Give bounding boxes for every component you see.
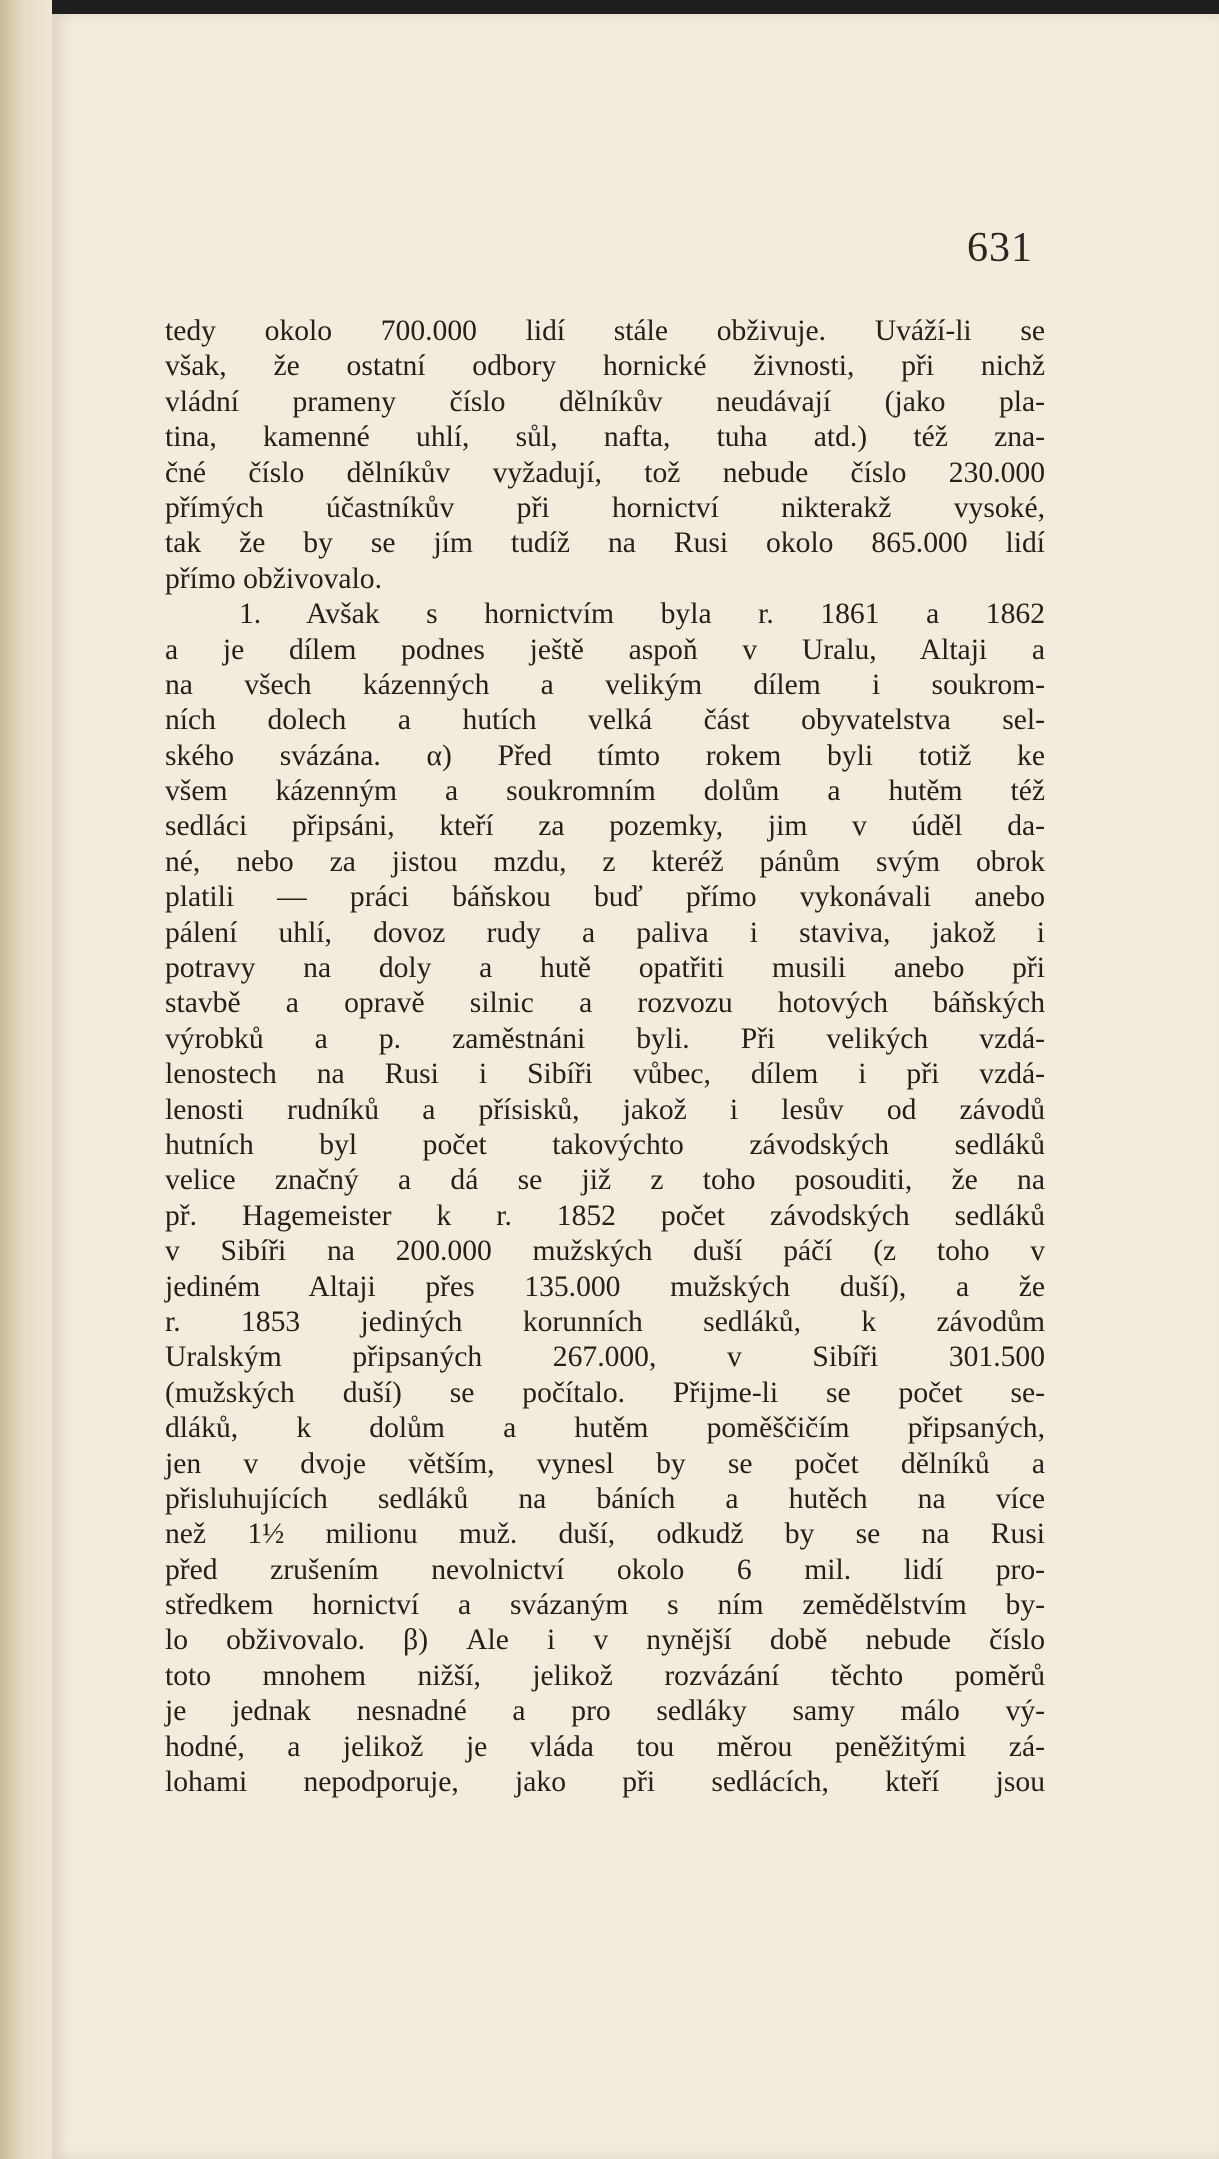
book-page <box>52 14 1219 2159</box>
text-line: lohami nepodporuje, jako při sedlácích, kteří jsou <box>165 1766 1045 1799</box>
text-line: pálení uhlí, dovoz rudy a paliva i staviva, jakož i <box>165 916 1045 949</box>
text-line: př. Hagemeister k r. 1852 počet závodských sedláků <box>165 1199 1045 1232</box>
text-line: přímo obživovalo. <box>165 562 382 595</box>
text-line: hutních byl počet takovýchto závodských sedláků <box>165 1128 1045 1161</box>
text-line: velice značný a dá se již z toho posouditi, že na <box>165 1164 1045 1197</box>
text-line: středkem hornictví a svázaným s ním zemědělstvím by- <box>165 1589 1045 1622</box>
page-number: 631 <box>967 225 1033 271</box>
text-line: na všech kázenných a velikým dílem i soukrom- <box>165 668 1045 701</box>
text-line: však, že ostatní odbory hornické živnosti, při nichž <box>165 350 1045 383</box>
text-line: ského svázána. α) Před tímto rokem byli totiž ke <box>165 739 1045 772</box>
text-line: výrobků a p. zaměstnáni byli. Při velikých vzdá- <box>165 1022 1045 1055</box>
text-line: lo obživovalo. β) Ale i v nynější době nebude číslo <box>165 1624 1045 1657</box>
text-line: před zrušením nevolnictví okolo 6 mil. lidí pro- <box>165 1553 1045 1586</box>
text-line: Uralským připsaných 267.000, v Sibíři 301.500 <box>165 1341 1045 1374</box>
body-text <box>165 314 1045 1800</box>
text-line: stavbě a opravě silnic a rozvozu hotových báňských <box>165 987 1045 1020</box>
text-line: tina, kamenné uhlí, sůl, nafta, tuha atd.) též zna- <box>165 421 1045 454</box>
text-line: všem kázenným a soukromním dolům a hutěm též <box>165 775 1045 808</box>
text-line: potravy na doly a hutě opatřiti musili anebo při <box>165 952 1045 985</box>
text-line: dláků, k dolům a hutěm poměščičím připsaných, <box>165 1412 1045 1445</box>
text-line: hodné, a jelikož je vláda tou měrou peněžitými zá- <box>165 1730 1045 1763</box>
text-line: je jednak nesnadné a pro sedláky samy málo vý- <box>165 1695 1045 1728</box>
text-line: sedláci připsáni, kteří za pozemky, jim v úděl da- <box>165 810 1045 843</box>
text-line: toto mnohem nižší, jelikož rozvázání těchto poměrů <box>165 1659 1045 1692</box>
text-line: tak že by se jím tudíž na Rusi okolo 865.000 lidí <box>165 527 1045 560</box>
text-line: (mužských duší) se počítalo. Přijme-li se počet se- <box>165 1376 1045 1409</box>
text-line: čné číslo dělníkův vyžadují, tož nebude číslo 230.000 <box>165 456 1045 489</box>
text-line: ních dolech a hutích velká část obyvatelstva sel- <box>165 704 1045 737</box>
scan-top-edge <box>0 0 1219 14</box>
text-line: a je dílem podnes ještě aspoň v Uralu, Altaji a <box>165 633 1045 666</box>
text-line: lenosti rudníků a přísisků, jakož i lesův od závodů <box>165 1093 1045 1126</box>
text-line: než 1½ milionu muž. duší, odkudž by se na Rusi <box>165 1518 1045 1551</box>
book-spine-edge <box>0 0 52 2159</box>
text-line: tedy okolo 700.000 lidí stále obživuje. Uváží-li se <box>165 315 1045 347</box>
text-line: platili — práci báňskou buď přímo vykonávali anebo <box>165 881 1045 914</box>
text-line: přisluhujících sedláků na báních a hutěch na více <box>165 1482 1045 1515</box>
text-line: vládní prameny číslo dělníkův neudávají (jako pla- <box>165 385 1045 418</box>
text-line: r. 1853 jediných korunních sedláků, k závodům <box>165 1305 1045 1338</box>
text-line: lenostech na Rusi i Sibíři vůbec, dílem i při vzdá- <box>165 1058 1045 1091</box>
text-line: jediném Altaji přes 135.000 mužských duší), a že <box>165 1270 1045 1303</box>
text-line: přímých účastníkův při hornictví nikterakž vysoké, <box>165 491 1045 524</box>
text-line: jen v dvoje větším, vynesl by se počet dělníků a <box>165 1447 1045 1480</box>
text-line: v Sibíři na 200.000 mužských duší páčí (z toho v <box>165 1235 1045 1268</box>
text-line: 1. Avšak s hornictvím byla r. 1861 a 1862 <box>239 598 1045 631</box>
text-line: né, nebo za jistou mzdu, z kteréž pánům svým obrok <box>165 845 1045 878</box>
